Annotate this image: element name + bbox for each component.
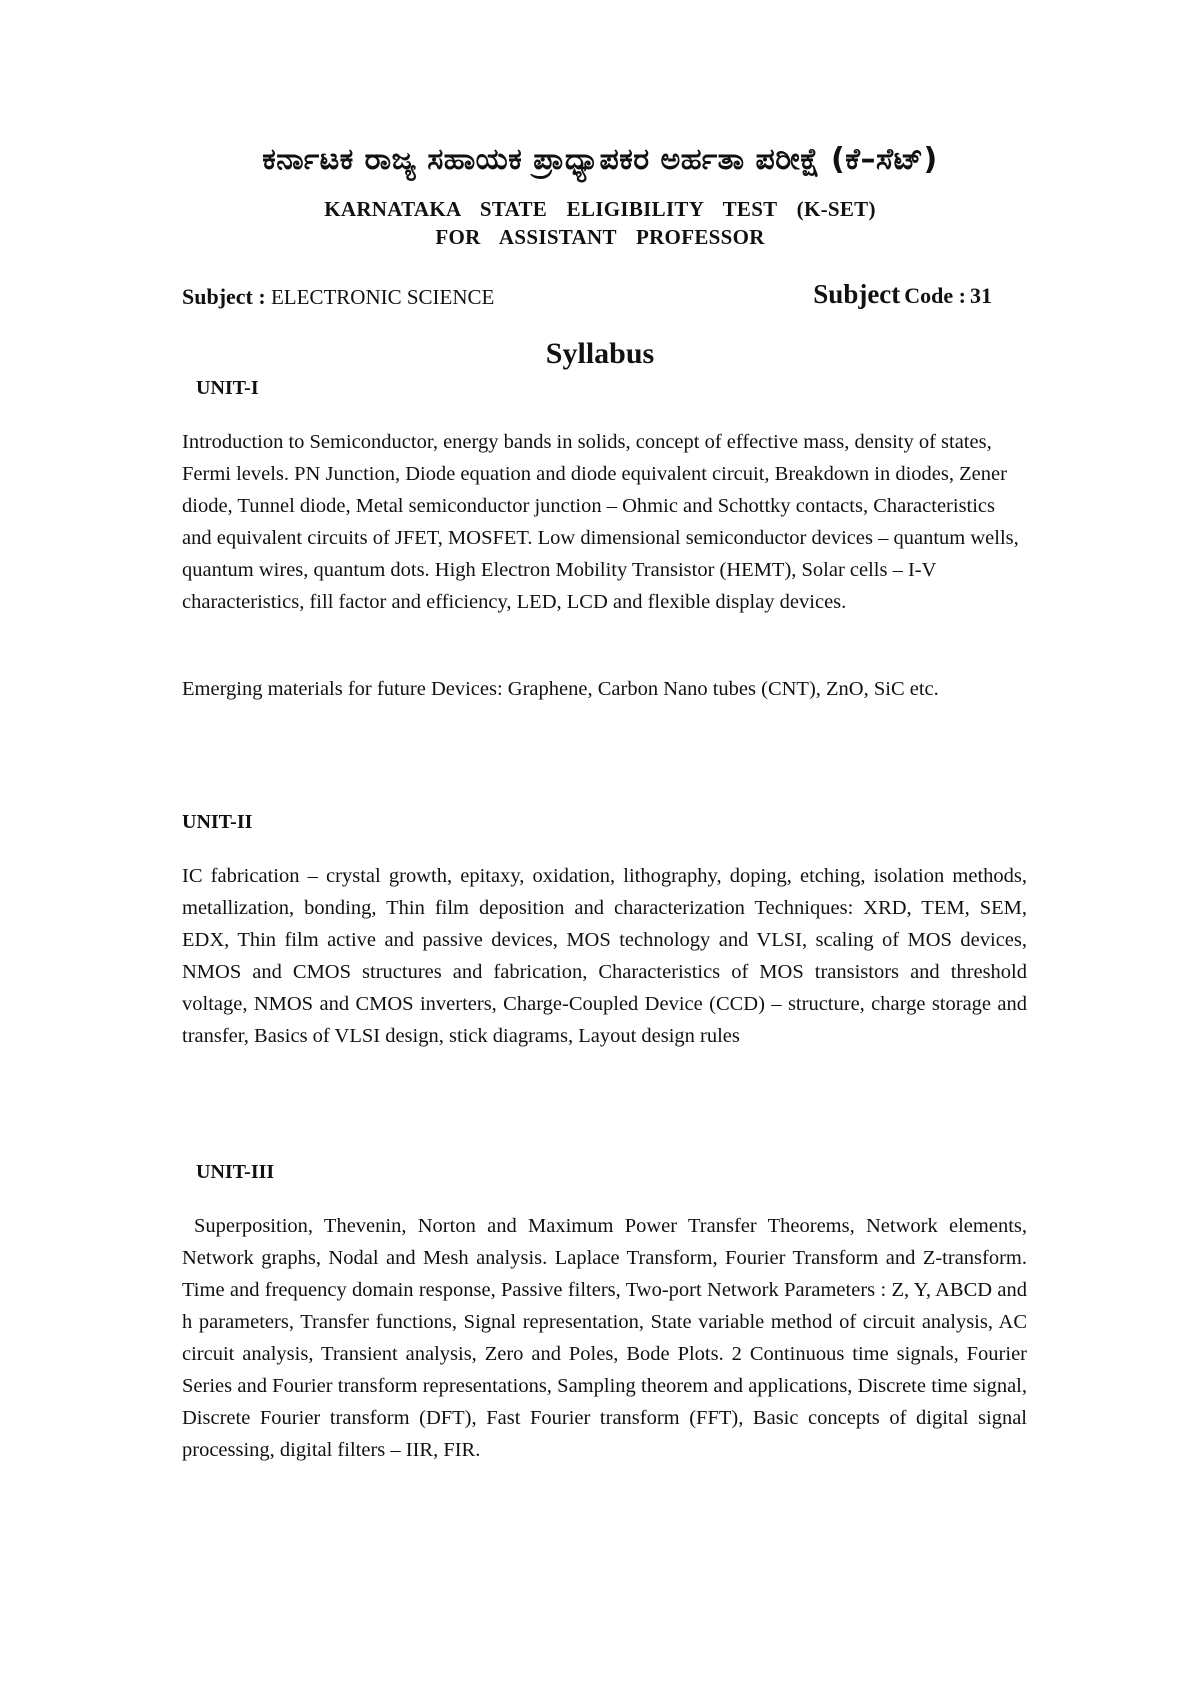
unit-1-paragraph-2: Emerging materials for future Devices: Graphene, Carbon Nano tubes (CNT), ZnO, SiC etc. (182, 678, 939, 700)
english-title-line2: FOR ASSISTANT PROFESSOR (435, 225, 765, 249)
syllabus-heading: Syllabus (545, 337, 655, 370)
unit-2-heading: UNIT-II (182, 811, 253, 833)
subject-row (182, 280, 992, 316)
subject-code-label-big: Subject (813, 279, 901, 309)
unit-1-paragraph-1: Introduction to Semiconductor, energy bands in solids, concept of effective mass, density of states, Fermi levels. PN Junction, Diode equation and diode equivalent circuit, Breakdown in diodes, Zener diode, Tunnel diode, Metal semiconductor junction – Ohmic and Schottky contacts, Characteristics and equivalent circuits of JFET, MOSFET. Low dimensional semiconductor devices – quantum wells, quantum wires, quantum dots. High Electron Mobility Transistor (HEMT), Solar cells – I-V characteristics, fill factor and efficiency, LED, LCD and flexible display devices. (182, 431, 1019, 613)
subject-name: ELECTRONIC SCIENCE (270, 285, 495, 309)
unit-3-heading: UNIT-III (196, 1161, 275, 1183)
subject-name-block (182, 284, 494, 310)
kannada-title: ಕರ್ನಾಟಕ ರಾಜ್ಯ ಸಹಾಯಕ ಪ್ರಾಧ್ಯಾಪಕರ ಅರ್ಹತಾ ಪರೀಕ್ಷೆ (ಕೆ–ಸೆಟ್) (262, 142, 938, 177)
unit-2-paragraph-1: IC fabrication – crystal growth, epitaxy, oxidation, lithography, doping, etching, isolation methods, metallization, bonding, Thin film deposition and characterization Techniques: XRD, TEM, SEM, EDX, Thin film active and passive devices, MOS technology and VLSI, scaling of MOS devices, NMOS and CMOS structures and fabrication, Characteristics of MOS transistors and threshold voltage, NMOS and CMOS inverters, Charge-Coupled Device (CCD) – structure, charge storage and transfer, Basics of VLSI design, stick diagrams, Layout design rules (182, 865, 1027, 1047)
subject-code-value: 31 (970, 283, 992, 308)
english-title-line1: KARNATAKA STATE ELIGIBILITY TEST (K-SET) (324, 197, 876, 221)
unit-1-heading: UNIT-I (196, 377, 259, 399)
subject-label: Subject : (182, 284, 266, 309)
unit-3-paragraph-1: Superposition, Thevenin, Norton and Maximum Power Transfer Theorems, Network elements, Network graphs, Nodal and Mesh analysis. Laplace Transform, Fourier Transform and Z-transform. Time and frequency domain response, Passive filters, Two-port Network Parameters : Z, Y, ABCD and h parameters, Transfer functions, Signal representation, State variable method of circuit analysis, AC circuit analysis, Transient analysis, Zero and Poles, Bode Plots. 2 Continuous time signals, Fourier Series and Fourier transform representations, Sampling theorem and applications, Discrete time signal, Discrete Fourier transform (DFT), Fast Fourier transform (FFT), Basic concepts of digital signal processing, digital filters – IIR, FIR. (182, 1215, 1027, 1461)
subject-code-label-small: Code : (904, 283, 966, 308)
subject-code-block (813, 279, 992, 310)
